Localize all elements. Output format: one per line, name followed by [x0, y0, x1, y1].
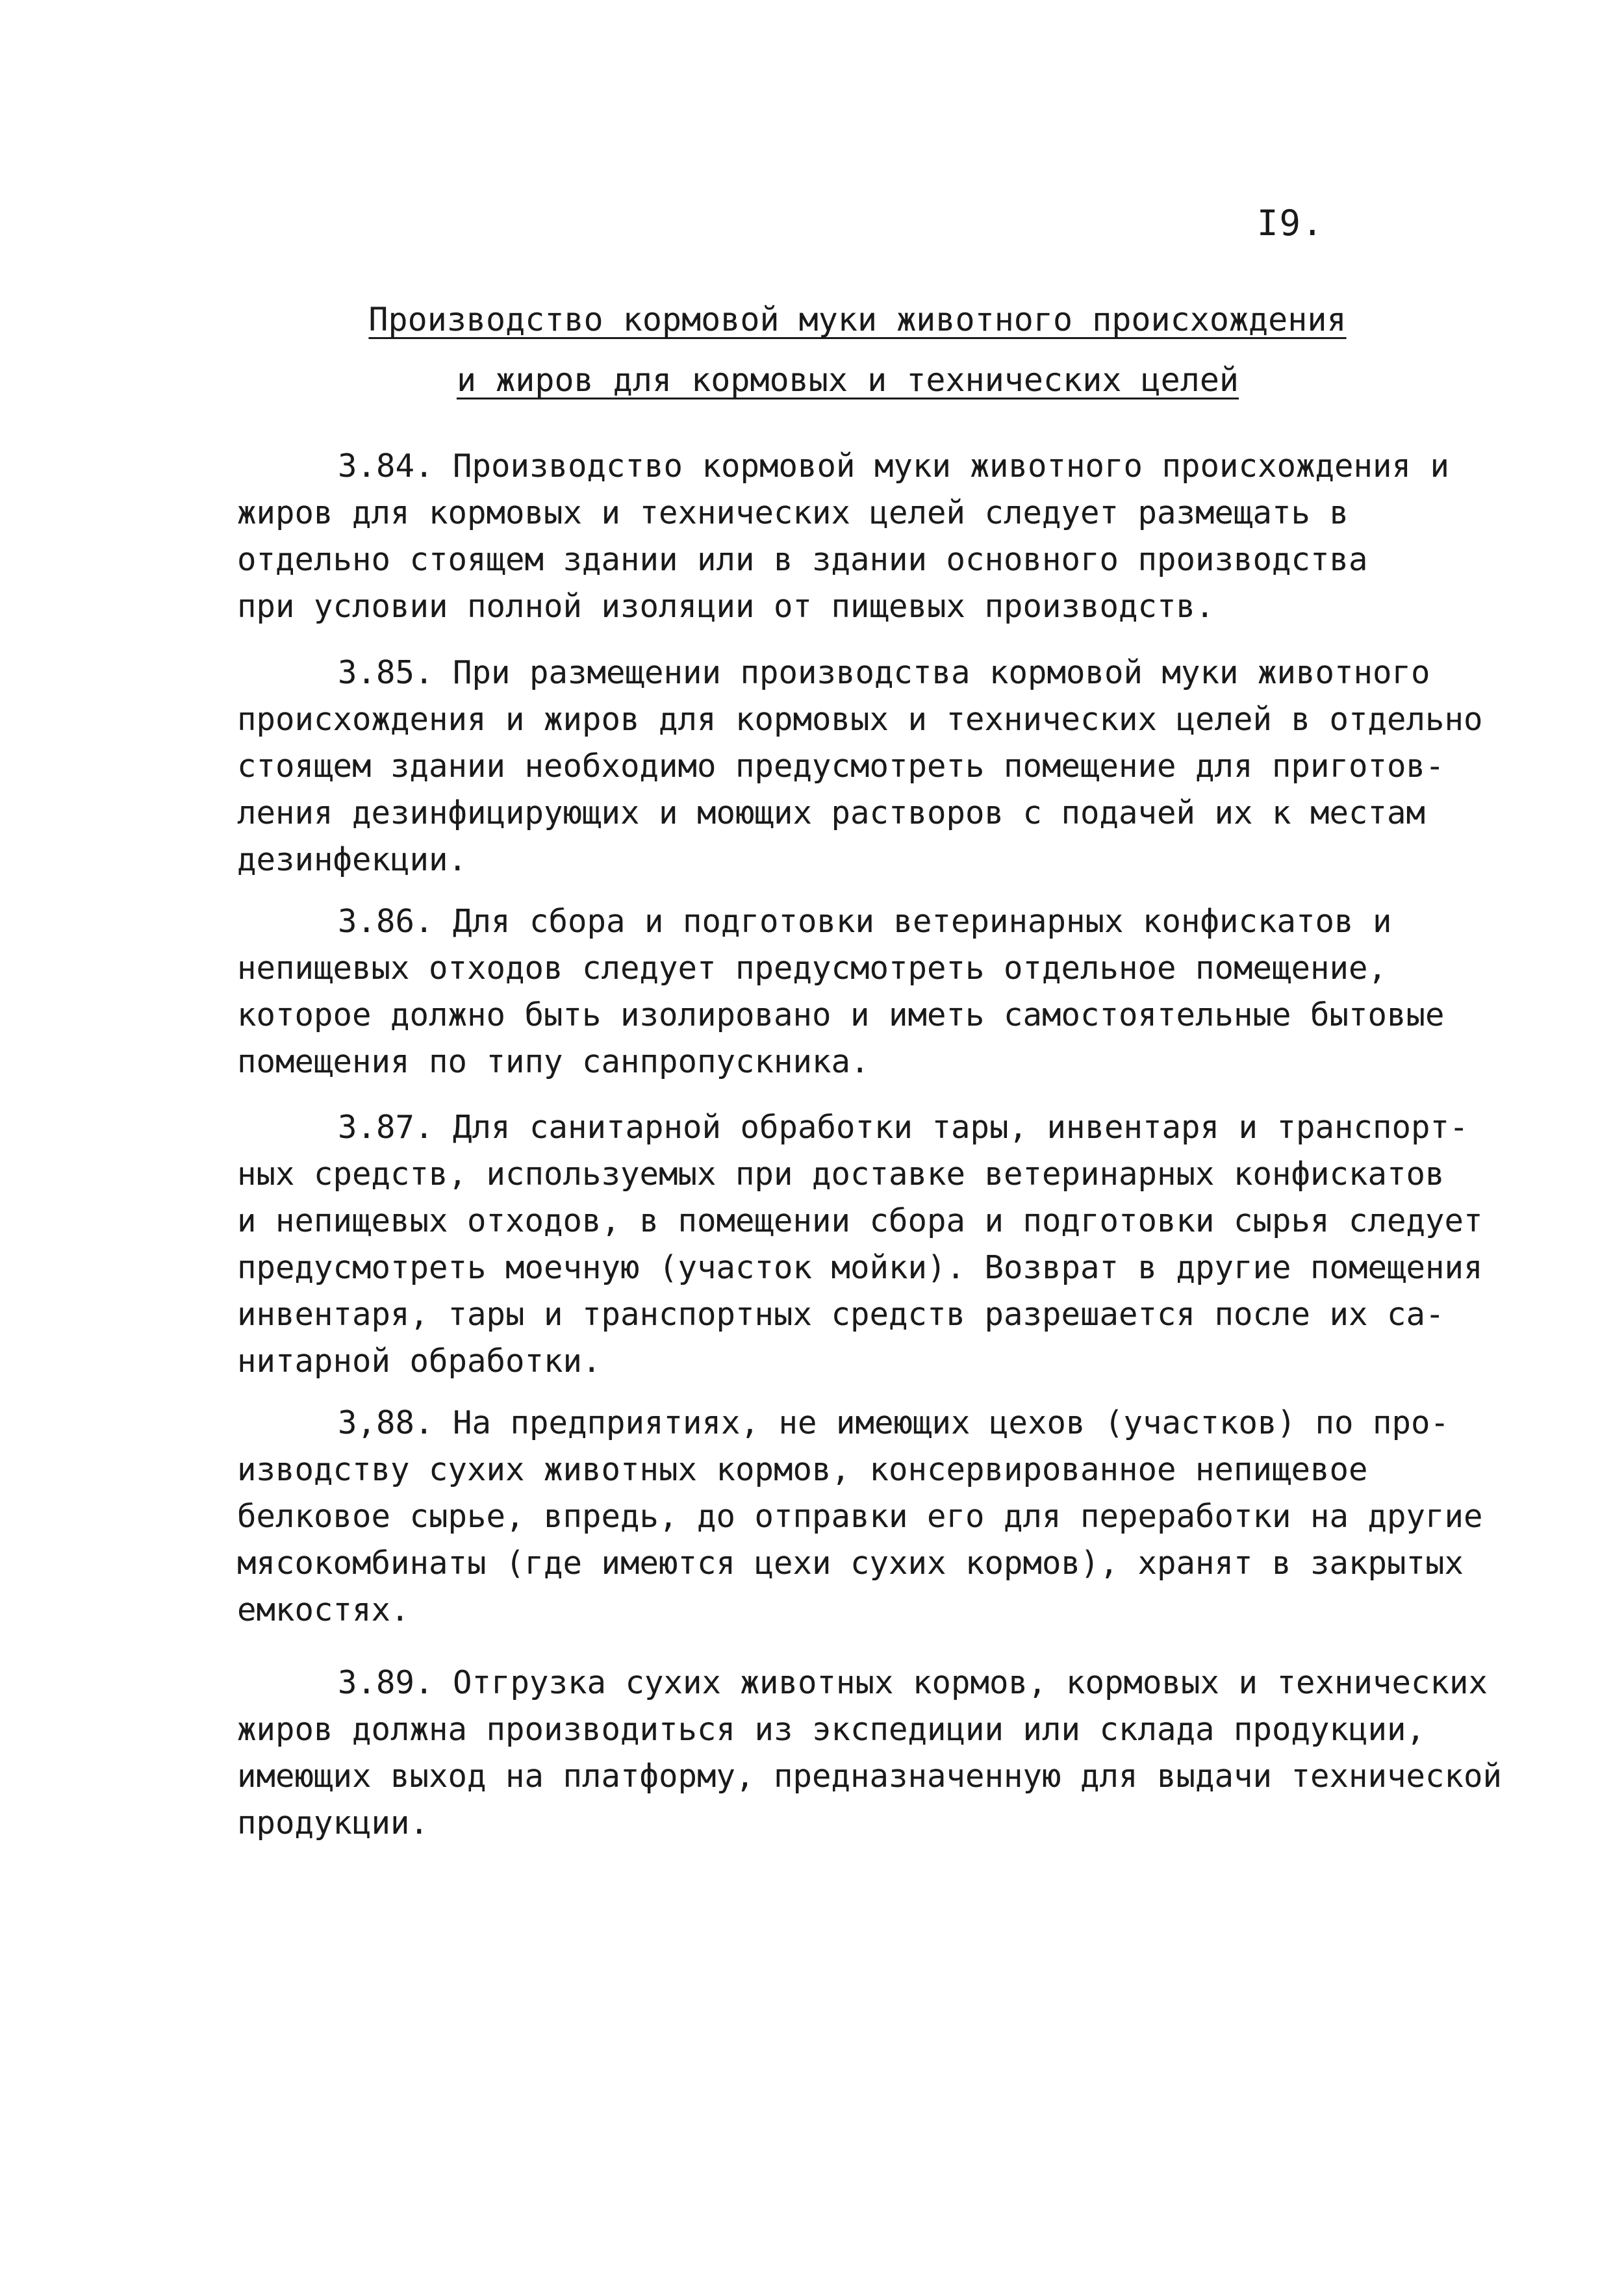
- paragraph-line: продукции.: [237, 1804, 429, 1841]
- paragraph-text: Для санитарной обработки тары, инвентаря и транспорт-: [453, 1109, 1469, 1146]
- paragraph-line: и непищевых отходов, в помещении сбора и подготовки сырья следует: [237, 1202, 1483, 1239]
- paragraph-text: Отгрузка сухих животных кормов, кормовых и технических: [453, 1664, 1488, 1701]
- paragraph-text: Производство кормовой муки животного происхождения и: [453, 448, 1450, 485]
- page-number: I9.: [1257, 203, 1325, 244]
- paragraph-line: помещения по типу санпропускника.: [237, 1043, 870, 1080]
- paragraph-number: 3.89.: [338, 1664, 434, 1701]
- section-heading-line-2: [0, 360, 1624, 399]
- paragraph-line: жиров должна производиться из экспедиции или склада продукции,: [237, 1711, 1426, 1748]
- paragraph-line: имеющих выход на платформу, предназначенную для выдачи технической: [237, 1758, 1503, 1795]
- paragraph-number: 3.84.: [338, 448, 434, 485]
- paragraph-line: [237, 898, 1582, 945]
- paragraph-text: При размещении производства кормовой муки животного: [453, 654, 1430, 691]
- paragraph-line: стоящем здании необходимо предусмотреть помещение для приготов-: [237, 748, 1445, 785]
- paragraph-line: происхождения и жиров для кормовых и технических целей в отдельно: [237, 701, 1483, 738]
- paragraph-line: предусмотреть моечную (участок мойки). Возврат в другие помещения: [237, 1249, 1483, 1286]
- paragraph-line: белковое сырье, впредь, до отправки его для переработки на другие: [237, 1498, 1483, 1535]
- paragraph-line: [237, 1400, 1582, 1447]
- paragraph-line: при условии полной изоляции от пищевых производств.: [237, 588, 1215, 625]
- paragraph-3-89: [237, 1660, 1582, 1847]
- paragraph-line: инвентаря, тары и транспортных средств разрешается после их са-: [237, 1296, 1445, 1333]
- paragraph-line: [237, 443, 1582, 490]
- paragraph-line: ных средств, используемых при доставке ветеринарных конфискатов: [237, 1156, 1445, 1193]
- paragraph-3-85: [237, 650, 1582, 883]
- paragraph-line: изводству сухих животных кормов, консервированное непищевое: [237, 1451, 1368, 1488]
- paragraph-line: [237, 1660, 1582, 1706]
- paragraph-line: [237, 650, 1582, 696]
- paragraph-line: непищевых отходов следует предусмотреть отдельное помещение,: [237, 950, 1388, 987]
- paragraph-line: мясокомбинаты (где имеются цехи сухих кормов), хранят в закрытых: [237, 1545, 1464, 1582]
- paragraph-3-88: [237, 1400, 1582, 1634]
- paragraph-number: 3.85.: [338, 654, 434, 691]
- paragraph-line: [237, 1104, 1582, 1151]
- paragraph-number: 3.86.: [338, 903, 434, 940]
- paragraph-line: дезинфекции.: [237, 841, 468, 878]
- paragraph-line: жиров для кормовых и технических целей следует размещать в: [237, 494, 1349, 531]
- paragraph-line: нитарной обработки.: [237, 1343, 602, 1380]
- paragraph-line: отдельно стоящем здании или в здании основного производства: [237, 541, 1368, 578]
- paragraph-3-87: [237, 1104, 1582, 1385]
- paragraph-number: 3,88.: [338, 1404, 434, 1441]
- paragraph-number: 3.87.: [338, 1109, 434, 1146]
- paragraph-line: емкостях.: [237, 1591, 410, 1628]
- section-heading-text-2: и жиров для кормовых и технических целей: [456, 361, 1239, 399]
- paragraph-3-86: [237, 898, 1582, 1085]
- paragraph-text: Для сбора и подготовки ветеринарных конфискатов и: [453, 903, 1392, 940]
- paragraph-line: ления дезинфицирующих и моющих растворов с подачей их к местам: [237, 794, 1426, 831]
- paragraph-line: которое должно быть изолировано и иметь самостоятельные бытовые: [237, 996, 1445, 1033]
- paragraph-text: На предприятиях, не имеющих цехов (участков) по про-: [453, 1404, 1450, 1441]
- paragraph-3-84: [237, 443, 1582, 630]
- section-heading-text-1: Производство кормовой муки животного происхождения: [368, 301, 1347, 338]
- section-heading-line-1: [0, 300, 1624, 339]
